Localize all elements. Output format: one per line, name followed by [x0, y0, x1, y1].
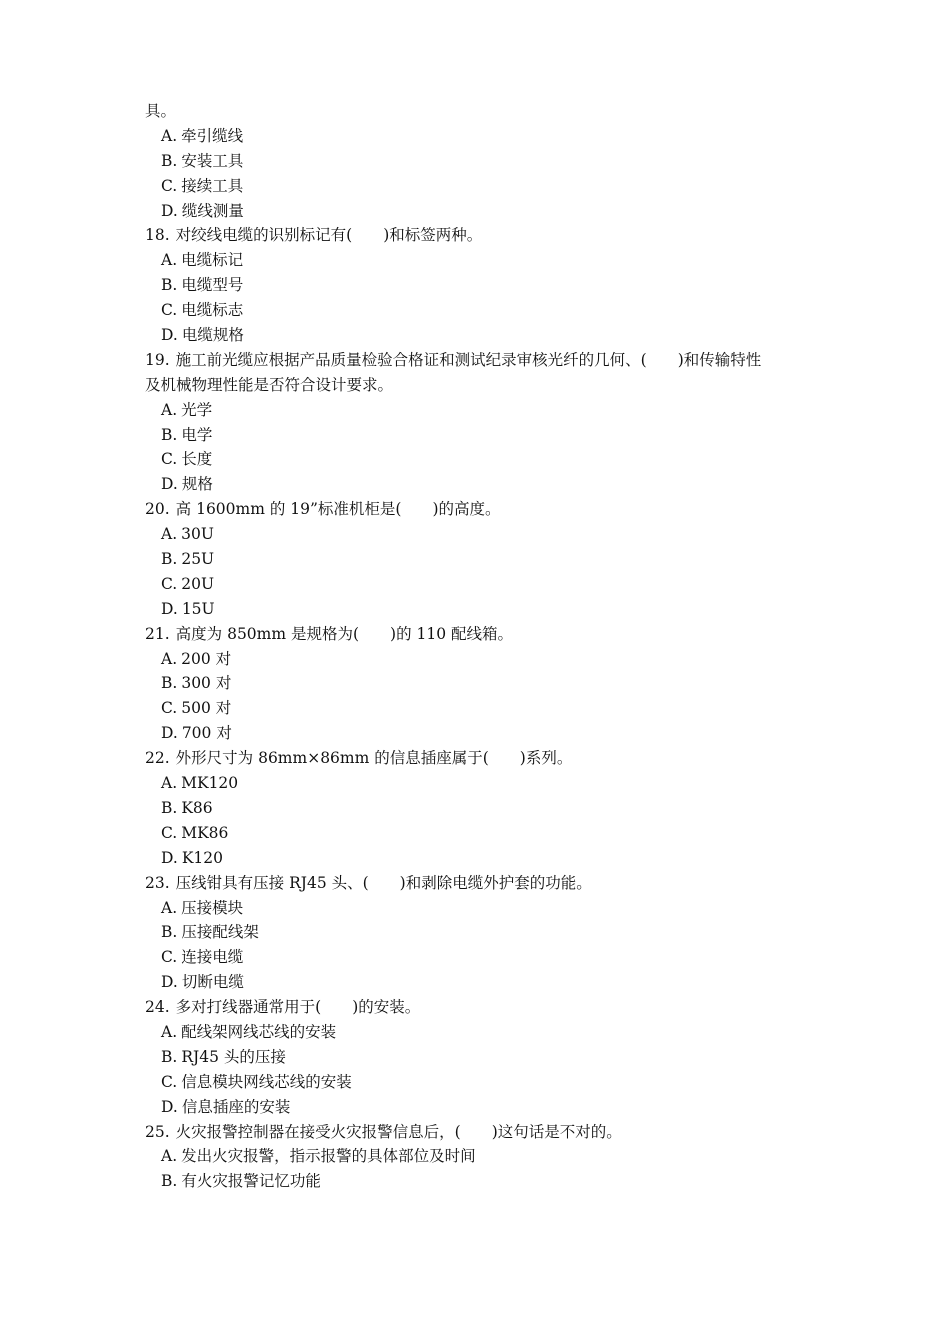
- question-23: [145, 871, 815, 995]
- question-18: [145, 223, 815, 347]
- option: C. 长度: [161, 450, 213, 469]
- option: B. 安装工具: [161, 151, 244, 170]
- option: B. 有火灾报警记忆功能: [161, 1172, 321, 1191]
- option: B. 压接配线架: [161, 923, 259, 942]
- option: B. 300 对: [161, 674, 232, 693]
- option: D. 规格: [161, 475, 213, 494]
- option: D. 15U: [161, 599, 215, 618]
- continuation-block: [145, 99, 815, 223]
- option: D. K120: [161, 848, 223, 867]
- option: C. 连接电缆: [161, 948, 244, 967]
- option: C. 500 对: [161, 699, 232, 718]
- continuation-text: 具。: [145, 102, 177, 120]
- question-text: 25. 火灾报警控制器在接受火灾报警信息后，( )这句话是不对的。: [145, 1122, 622, 1141]
- option: D. 电缆规格: [161, 326, 244, 345]
- option: D. 缆线测量: [161, 201, 244, 220]
- option: C. 20U: [161, 574, 215, 593]
- option: A. 压接模块: [161, 898, 244, 917]
- option: A. 电缆标记: [161, 251, 244, 270]
- option: A. 30U: [161, 525, 214, 544]
- question-text: 24. 多对打线器通常用于( )的安装。: [145, 998, 421, 1017]
- question-24: [145, 995, 815, 1119]
- option: C. 电缆标志: [161, 301, 244, 320]
- question-text: 20. 高 1600mm 的 19”标准机柜是( )的高度。: [145, 500, 501, 519]
- option: B. 电学: [161, 425, 213, 444]
- question-text-continued: 及机械物理性能是否符合设计要求。: [145, 375, 394, 394]
- option: B. RJ45 头的压接: [161, 1047, 286, 1066]
- option: A. MK120: [161, 774, 239, 793]
- question-text: 23. 压线钳具有压接 RJ45 头、( )和剥除电缆外护套的功能。: [145, 873, 592, 892]
- question-21: [145, 622, 815, 746]
- question-22: [145, 746, 815, 870]
- option: A. 牵引缆线: [161, 126, 244, 145]
- option: D. 切断电缆: [161, 973, 244, 992]
- option: A. 200 对: [161, 649, 232, 668]
- question-text: 18. 对绞线电缆的识别标记有( )和标签两种。: [145, 226, 483, 245]
- option: A. 发出火灾报警，指示报警的具体部位及时间: [161, 1147, 476, 1166]
- question-19: [145, 348, 815, 497]
- option: C. MK86: [161, 823, 229, 842]
- option: B. 电缆型号: [161, 276, 244, 295]
- question-25: [145, 1120, 815, 1195]
- option: A. 配线架网线芯线的安装: [161, 1022, 337, 1041]
- question-text: 22. 外形尺寸为 86mm×86mm 的信息插座属于( )系列。: [145, 749, 573, 768]
- option: A. 光学: [161, 400, 213, 419]
- question-text: 19. 施工前光缆应根据产品质量检验合格证和测试纪录审核光纤的几何、( )和传输特性: [145, 350, 762, 369]
- option: B. K86: [161, 798, 213, 817]
- question-list: [145, 99, 815, 1194]
- option: B. 25U: [161, 550, 215, 569]
- question-text: 21. 高度为 850mm 是规格为( )的 110 配线箱。: [145, 624, 514, 643]
- option: D. 700 对: [161, 724, 232, 743]
- option: D. 信息插座的安装: [161, 1097, 291, 1116]
- question-20: [145, 497, 815, 621]
- option: C. 接续工具: [161, 176, 244, 195]
- option: C. 信息模块网线芯线的安装: [161, 1072, 352, 1091]
